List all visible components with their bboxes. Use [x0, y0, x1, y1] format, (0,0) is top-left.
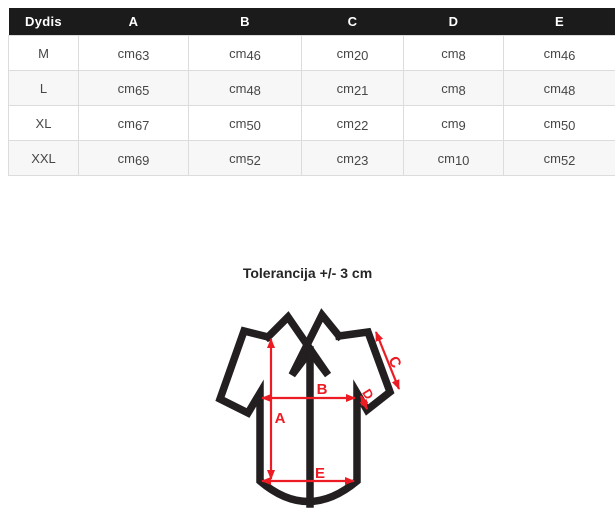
measurement-cell: cm8	[404, 71, 504, 106]
column-header: D	[404, 8, 504, 36]
table-row	[9, 36, 615, 71]
measurement-cell: cm46	[504, 36, 615, 71]
measurement-cell: cm69	[79, 141, 189, 176]
size-chart-body	[9, 36, 615, 176]
size-cell: L	[9, 71, 79, 106]
measurement-cell: cm21	[302, 71, 404, 106]
measurement-cell: cm65	[79, 71, 189, 106]
dim-label-a: A	[275, 410, 286, 427]
size-cell: XXL	[9, 141, 79, 176]
table-row	[9, 141, 615, 176]
tolerance-note: Tolerancija +/- 3 cm	[0, 265, 615, 281]
dim-label-d: D	[359, 386, 377, 402]
shirt-diagram	[200, 292, 420, 520]
shirt-collar-right-lapel	[292, 315, 339, 375]
size-cell: XL	[9, 106, 79, 141]
measurement-cell: cm52	[504, 141, 615, 176]
measurement-cell: cm52	[189, 141, 302, 176]
column-header: A	[79, 8, 189, 36]
measurement-cell: cm8	[404, 36, 504, 71]
measurement-cell: cm50	[189, 106, 302, 141]
measurement-cell: cm67	[79, 106, 189, 141]
shirt-measurement-icon	[200, 292, 420, 520]
measurement-cell: cm48	[189, 71, 302, 106]
size-cell: M	[9, 36, 79, 71]
measurement-cell: cm50	[504, 106, 615, 141]
table-row	[9, 71, 615, 106]
measurement-cell: cm48	[504, 71, 615, 106]
column-header: Dydis	[9, 8, 79, 36]
measurement-cell: cm63	[79, 36, 189, 71]
measurement-cell: cm20	[302, 36, 404, 71]
measurement-cell: cm23	[302, 141, 404, 176]
dim-label-e: E	[315, 465, 325, 482]
column-header: E	[504, 8, 615, 36]
column-header: C	[302, 8, 404, 36]
measurement-cell: cm46	[189, 36, 302, 71]
measurement-cell: cm22	[302, 106, 404, 141]
header-row	[9, 8, 615, 36]
table-row	[9, 106, 615, 141]
dim-label-c: C	[385, 354, 405, 371]
measurement-cell: cm9	[404, 106, 504, 141]
dim-label-b: B	[317, 381, 328, 398]
column-header: B	[189, 8, 302, 36]
size-chart-header	[9, 8, 615, 36]
measurement-cell: cm10	[404, 141, 504, 176]
size-chart-table	[8, 8, 615, 176]
